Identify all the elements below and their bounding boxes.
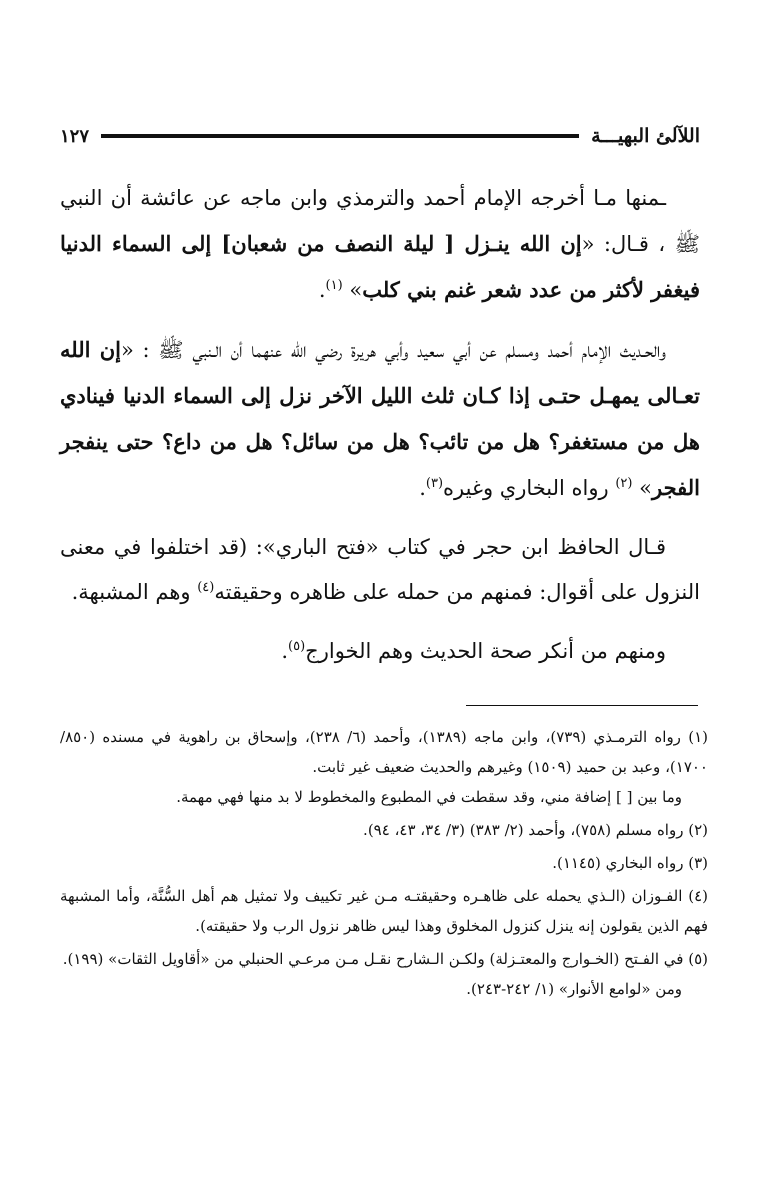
footnote-ref-5: (٥) (288, 639, 306, 654)
paragraph-4-end: . (281, 639, 289, 663)
footnote-5-note: ومن «لوامع الأنوار» (١/ ٢٤٢-٢٤٣). (466, 980, 682, 998)
header-rule (101, 134, 579, 138)
footnote-ref-4: (٤) (197, 580, 215, 595)
page-number: ١٢٧ (60, 125, 90, 147)
hadith-quote-1: إن الله ينـزل [ ليلة النصف من شعبان] إلى السماء الدنيا فيغفر لأكثر من عدد شعر غنم بني كلب (60, 231, 700, 302)
paragraph-4 (60, 629, 700, 674)
footnote-1-note: وما بين [ ] إضافة مني، وقد سقطت في المطبوع والمخطوط لا بد منها فهي مهمة. (176, 788, 682, 806)
footnote-ref-2: (٢) (615, 476, 633, 491)
paragraph-1-quote-close: » (342, 278, 363, 302)
footnotes (60, 722, 708, 1007)
hadith-quote-2: إن الله تعـالى يمهـل حتـى إذا كـان ثلث الليل الآخر نزل إلى السماء الدنيا فينادي هل من مستغفر؟ هل من تائب؟ هل من سائل؟ هل من داع؟ حتى ينفجر الفجر (60, 337, 700, 500)
main-text (60, 176, 700, 688)
footnote-separator (466, 705, 698, 706)
footnote-3: (٣) رواه البخاري (١١٤٥). (552, 854, 708, 872)
page-header (60, 118, 700, 154)
paragraph-2-intro: والحـديث الإمام أحمد ومسلم عن أبي سعيد وأبي هريرة رضي الله عنهما أن الـنبي ﷺ : « (121, 338, 666, 362)
paragraph-2 (60, 327, 700, 511)
paragraph-3-text: قـال الحافظ ابن حجر في كتاب «فتح الباري»: (قد اختلفوا في معنى النزول على أقوال: فمنهم من حمله على ظاهره وحقيقته (60, 535, 700, 604)
paragraph-3 (60, 525, 700, 615)
paragraph-1-end: . (318, 278, 326, 302)
footnote-ref-1: (١) (325, 278, 343, 293)
footnote-4: (٤) الفـوزان (الـذي يحمله على ظاهـره وحقيقتـه مـن غير تكييف ولا تمثيل هم أهل السُّنَّة، وأما المشبهة فهم الذين يقولون إنه ينزل كنزول المخلوق وهذا ليس ظاهر نزول الرب ولا حقيقته). (60, 887, 708, 935)
paragraph-1 (60, 176, 700, 313)
paragraph-4-text: ومنهم من أنكر صحة الحديث وهم الخوارج (305, 639, 666, 663)
paragraph-3-end: وهم المشبهة. (71, 580, 198, 604)
paragraph-2-end: . (419, 476, 426, 500)
footnote-2: (٢) رواه مسلم (٧٥٨)، وأحمد (٢/ ٣٨٣) (٣/ ٣٤، ٤٣، ٩٤). (363, 821, 708, 839)
paragraph-2-source: رواه البخاري وغيره (443, 476, 616, 500)
footnote-5: (٥) في الفـتح (الخـوارج والمعتـزلة) ولكـن الـشارح نقـل مـن مرعـي الحنبلي من «أقاويل الثقات» (١٩٩). (62, 950, 708, 968)
footnote-ref-3: (٣) (425, 476, 444, 491)
footnote-1: (١) رواه الترمـذي (٧٣٩)، وابن ماجه (١٣٨٩)، وأحمد (٦/ ٢٣٨)، وإسحاق بن راهوية في مسنده (٨٥٠/ ١٧٠٠)، وعبد بن حميد (١٥٠٩) وغيرهم والحديث ضعيف غير ثابت. (60, 728, 708, 776)
paragraph-2-quote-close: » (632, 476, 652, 500)
paragraph-1-intro: ـمنها مـا أخرجه الإمام أحمد والترمذي وابن ماجه عن عائشة أن النبي ﷺ ، قـال: « (60, 186, 700, 256)
running-title: اللآلئ البهيـــة (591, 125, 700, 147)
